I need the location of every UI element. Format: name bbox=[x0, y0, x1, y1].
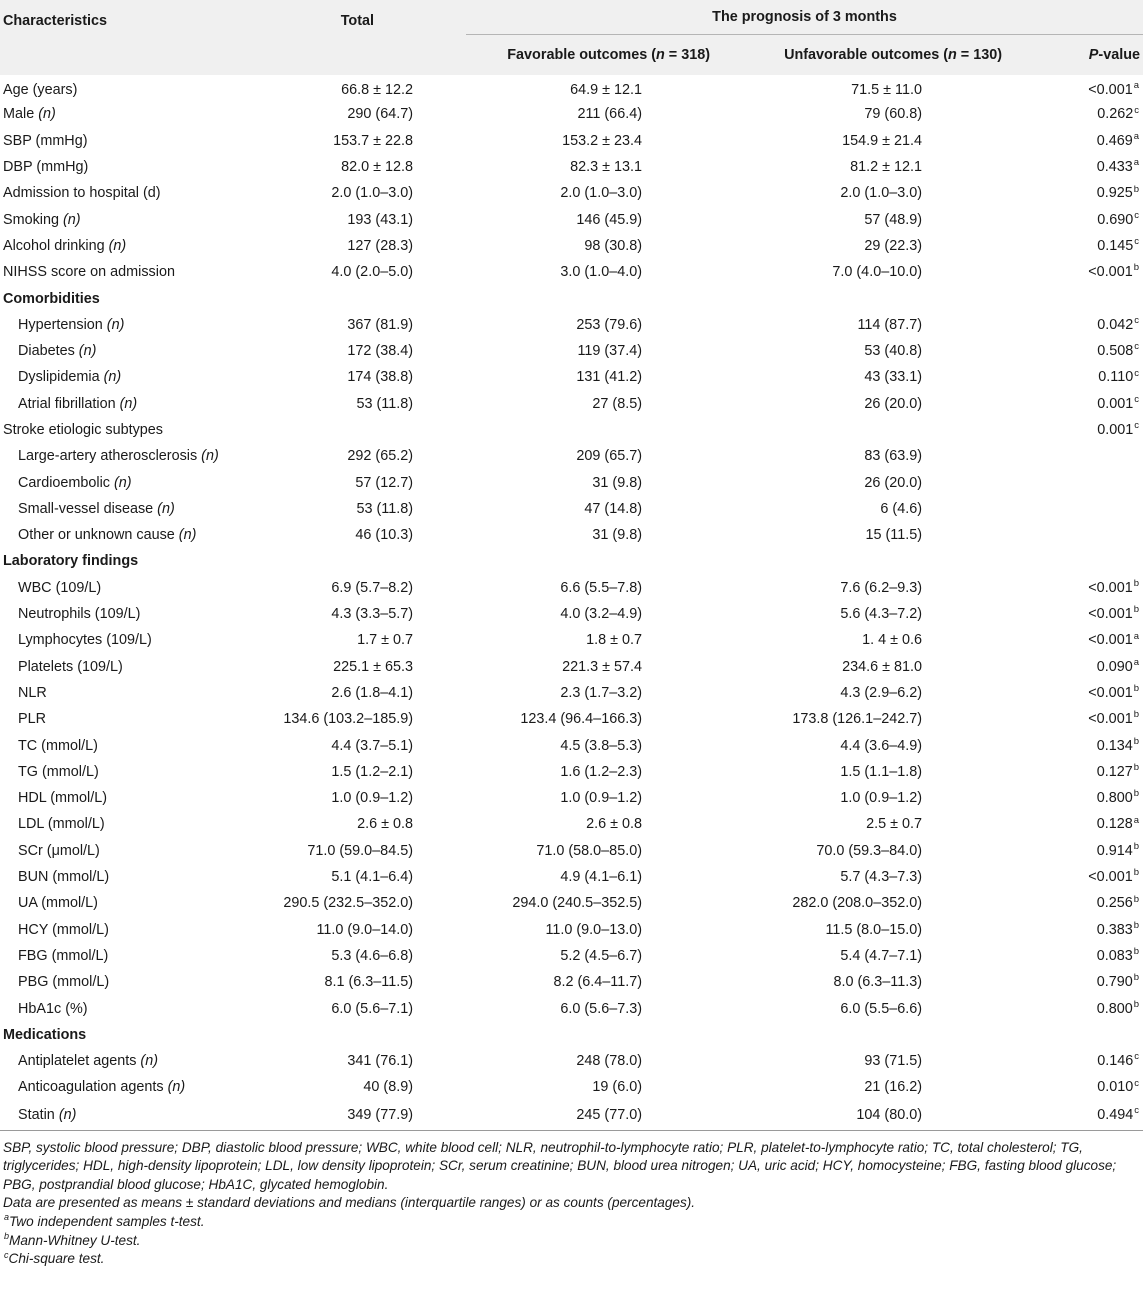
p-value-footnote-mark: b bbox=[1133, 709, 1139, 721]
cell-total: 4.0 (2.0–5.0) bbox=[331, 264, 413, 281]
row-label: UA (mmol/L) bbox=[18, 895, 98, 912]
cell-p-value bbox=[1022, 522, 1143, 548]
cell-p-value: 0.256$^b$ bbox=[1096, 893, 1139, 912]
footnote-c: $^c$Chi-square test. bbox=[4, 1249, 105, 1267]
cell-p-value: 0.914$^b$ bbox=[1096, 840, 1139, 859]
cell-favorable: 123.4 (96.4–166.3) bbox=[520, 711, 642, 728]
row-unit: (n) bbox=[103, 369, 122, 386]
cell-unfavorable: 57 (48.9) bbox=[864, 211, 922, 228]
cell-favorable: 2.6 ± 0.8 bbox=[586, 816, 642, 833]
row-label: HDL (mmol/L) bbox=[18, 790, 108, 807]
row-unit: (n) bbox=[167, 1079, 186, 1096]
section-heading: Medications bbox=[3, 1026, 87, 1043]
table-row bbox=[0, 469, 1143, 495]
cell-unfavorable: 1.5 (1.1–1.8) bbox=[840, 763, 922, 780]
cell-total: 53 (11.8) bbox=[356, 395, 413, 412]
row-label: Hypertension (n) bbox=[18, 316, 125, 333]
table-row bbox=[0, 601, 1143, 627]
cell-unfavorable: 4.3 (2.9–6.2) bbox=[840, 684, 922, 701]
cell-total: 82.0 ± 12.8 bbox=[341, 159, 413, 176]
row-unit: (n) bbox=[108, 237, 127, 254]
cell-p-value: 0.790$^b$ bbox=[1096, 972, 1139, 991]
table-row bbox=[0, 917, 1143, 943]
table-row bbox=[0, 759, 1143, 785]
cell-favorable: 82.3 ± 13.1 bbox=[570, 159, 642, 176]
p-value-footnote-mark: c bbox=[1134, 315, 1139, 327]
cell-total: 2.6 ± 0.8 bbox=[357, 816, 413, 833]
cell-total: 174 (38.8) bbox=[347, 369, 413, 386]
cell-total: 57 (12.7) bbox=[355, 474, 413, 491]
cell-unfavorable: 26 (20.0) bbox=[864, 474, 922, 491]
cell-p-value: 0.433$^a$ bbox=[1096, 157, 1139, 176]
table-row bbox=[0, 706, 1143, 732]
cell-unfavorable: 234.6 ± 81.0 bbox=[842, 658, 922, 675]
p-value-footnote-mark: c bbox=[1134, 420, 1139, 432]
footnote-abbreviations: SBP, systolic blood pressure; DBP, diastolic blood pressure; WBC, white blood cell; NLR, neutrophil-to-lymphocyte ratio; PLR, platelet-to-lymphocyte ratio; TC, total cholesterol; TG, triglycerides; HDL, high-density lipoprotein; LDL, low density lipoprotein; SCr, serum creatinine; BUN, blood urea nitrogen; UA, uric acid; HCY, homocysteine; FBG, fasting blood glucose; PBG, postprandial blood glucose; HbA1C, glycated hemoglobin. bbox=[3, 1139, 1117, 1192]
table-row bbox=[0, 811, 1143, 837]
cell-p-value: <0.001$^b$ bbox=[1088, 577, 1139, 596]
cell-total: 11.0 (9.0–14.0) bbox=[316, 921, 413, 938]
row-unit: (n) bbox=[113, 474, 132, 491]
cell-total: 40 (8.9) bbox=[363, 1079, 413, 1096]
p-value-footnote-mark: b bbox=[1133, 998, 1139, 1010]
cell-unfavorable: 83 (63.9) bbox=[864, 448, 922, 465]
section-heading: Laboratory findings bbox=[3, 553, 139, 570]
table-row bbox=[0, 312, 1143, 338]
cell-favorable: 3.0 (1.0–4.0) bbox=[560, 264, 642, 281]
header-unfavorable: Unfavorable outcomes (n = 130) bbox=[712, 35, 1022, 76]
row-label: Statin (n) bbox=[0, 1101, 250, 1131]
row-label: Cardioembolic (n) bbox=[18, 474, 132, 491]
cell-total: 46 (10.3) bbox=[355, 527, 413, 544]
table-row bbox=[0, 391, 1143, 417]
p-value-footnote-mark: a bbox=[1133, 130, 1139, 142]
header-favorable: Favorable outcomes (n = 318) bbox=[466, 35, 712, 76]
cell-total: 292 (65.2) bbox=[347, 448, 413, 465]
cell-unfavorable: 6.0 (5.5–6.6) bbox=[840, 1000, 922, 1017]
cell-unfavorable: 29 (22.3) bbox=[864, 237, 922, 254]
cell-total: 172 (38.4) bbox=[347, 343, 413, 360]
cell-p-value: 0.127$^b$ bbox=[1096, 762, 1139, 780]
row-unit: (n) bbox=[63, 211, 81, 228]
row-unit: (n) bbox=[178, 527, 197, 544]
table-row bbox=[0, 1101, 1143, 1131]
p-value-footnote-mark: c bbox=[1134, 367, 1139, 379]
cell-favorable: 31 (9.8) bbox=[592, 527, 642, 544]
cell-unfavorable: 26 (20.0) bbox=[864, 395, 922, 412]
cell-p-value: 0.134$^b$ bbox=[1096, 735, 1139, 754]
cell-favorable: 6.6 (5.5–7.8) bbox=[560, 579, 642, 596]
p-value-footnote-mark: a bbox=[1133, 814, 1139, 826]
table-body bbox=[0, 75, 1143, 1130]
row-label: Platelets (109/L) bbox=[18, 658, 123, 675]
row-label: Admission to hospital (d) bbox=[3, 185, 161, 202]
table-row bbox=[0, 838, 1143, 864]
cell-p-value: 0.128$^a$ bbox=[1096, 814, 1139, 833]
cell-unfavorable: 6 (4.6) bbox=[880, 500, 922, 517]
row-label: Neutrophils (109/L) bbox=[18, 606, 141, 623]
cell-p-value: 0.145$^c$ bbox=[1097, 236, 1139, 254]
cell-unfavorable: 7.6 (6.2–9.3) bbox=[840, 579, 922, 596]
section-row bbox=[0, 548, 1143, 574]
table-row bbox=[0, 1048, 1143, 1074]
cell-favorable bbox=[466, 417, 712, 443]
cell-p-value: <0.001$^a$ bbox=[1088, 630, 1139, 649]
row-label: Small-vessel disease (n) bbox=[18, 500, 175, 517]
cell-p-value: 0.494$^c$ bbox=[1022, 1101, 1143, 1131]
row-label: Diabetes (n) bbox=[18, 343, 97, 360]
cell-favorable: 98 (30.8) bbox=[584, 237, 642, 254]
p-value-footnote-mark: c bbox=[1134, 393, 1139, 405]
table-row bbox=[0, 627, 1143, 653]
row-label: TG (mmol/L) bbox=[18, 763, 99, 780]
cell-unfavorable: 1.0 (0.9–1.2) bbox=[840, 790, 922, 807]
cell-unfavorable: 11.5 (8.0–15.0) bbox=[825, 921, 922, 938]
row-label: FBG (mmol/L) bbox=[18, 947, 109, 964]
cell-favorable: 31 (9.8) bbox=[592, 474, 642, 491]
cell-total: 349 (77.9) bbox=[250, 1101, 466, 1131]
cell-total: 341 (76.1) bbox=[347, 1053, 413, 1070]
cell-total: 6.0 (5.6–7.1) bbox=[331, 1000, 413, 1017]
cell-p-value: 0.383$^b$ bbox=[1096, 919, 1139, 938]
cell-total: 4.3 (3.3–5.7) bbox=[331, 606, 413, 623]
cell-favorable: 209 (65.7) bbox=[576, 448, 642, 465]
table-row bbox=[0, 364, 1143, 390]
table-row bbox=[0, 522, 1143, 548]
cell-p-value: <0.001$^b$ bbox=[1088, 709, 1139, 728]
section-row bbox=[0, 285, 1143, 311]
table-row bbox=[0, 75, 1143, 101]
p-value-footnote-mark: c bbox=[1134, 1051, 1139, 1063]
cell-unfavorable: 79 (60.8) bbox=[864, 106, 922, 123]
cell-unfavorable: 5.4 (4.7–7.1) bbox=[840, 947, 922, 964]
p-value-footnote-mark: b bbox=[1133, 840, 1139, 852]
row-label: HCY (mmol/L) bbox=[18, 921, 109, 938]
row-label: Male (n) bbox=[3, 106, 56, 123]
cell-unfavorable: 15 (11.5) bbox=[865, 527, 922, 544]
header-row-1 bbox=[0, 0, 1143, 35]
p-value-footnote-mark: b bbox=[1133, 577, 1139, 589]
table-row bbox=[0, 443, 1143, 469]
cell-p-value: <0.001$^b$ bbox=[1088, 262, 1139, 281]
p-value-footnote-mark: c bbox=[1134, 341, 1139, 353]
cell-p-value: 0.042$^c$ bbox=[1097, 315, 1139, 333]
cell-total: 8.1 (6.3–11.5) bbox=[324, 974, 413, 991]
cell-favorable: 245 (77.0) bbox=[466, 1101, 712, 1131]
table-row bbox=[0, 338, 1143, 364]
cell-favorable: 253 (79.6) bbox=[576, 316, 642, 333]
cell-favorable: 131 (41.2) bbox=[576, 369, 642, 386]
cell-total: 2.6 (1.8–4.1) bbox=[331, 684, 413, 701]
cell-unfavorable: 8.0 (6.3–11.3) bbox=[833, 974, 922, 991]
cell-favorable: 71.0 (58.0–85.0) bbox=[536, 842, 642, 859]
row-label: HbA1c (%) bbox=[18, 1000, 88, 1017]
row-label: PBG (mmol/L) bbox=[18, 974, 110, 991]
header-prognosis-group: The prognosis of 3 months bbox=[466, 0, 1143, 35]
cell-p-value: 0.010$^c$ bbox=[1097, 1077, 1139, 1096]
table-row bbox=[0, 180, 1143, 206]
cell-favorable: 2.0 (1.0–3.0) bbox=[560, 185, 642, 202]
row-label: Alcohol drinking (n) bbox=[3, 237, 127, 254]
cell-unfavorable: 71.5 ± 11.0 bbox=[851, 82, 922, 99]
p-value-footnote-mark: b bbox=[1133, 762, 1139, 774]
row-unit: (n) bbox=[106, 316, 125, 333]
cell-total: 1.7 ± 0.7 bbox=[357, 632, 413, 649]
header-total: Total bbox=[250, 0, 466, 75]
table-row bbox=[0, 259, 1143, 285]
cell-favorable: 119 (37.4) bbox=[577, 343, 642, 360]
cell-p-value: 0.800$^b$ bbox=[1096, 788, 1139, 807]
cell-total: 225.1 ± 65.3 bbox=[333, 658, 413, 675]
p-value-footnote-mark: b bbox=[1133, 893, 1139, 905]
cell-p-value: 0.110$^c$ bbox=[1098, 367, 1139, 386]
table-row bbox=[0, 680, 1143, 706]
row-label: Anticoagulation agents (n) bbox=[18, 1079, 186, 1096]
p-value-footnote-mark: c bbox=[1134, 209, 1139, 221]
cell-favorable: 294.0 (240.5–352.5) bbox=[512, 895, 642, 912]
cell-total: 290 (64.7) bbox=[347, 106, 413, 123]
p-value-footnote-mark: b bbox=[1133, 735, 1139, 747]
cell-unfavorable: 5.6 (4.3–7.2) bbox=[840, 606, 922, 623]
cell-total: 5.3 (4.6–6.8) bbox=[331, 947, 413, 964]
p-value-footnote-mark: b bbox=[1133, 262, 1139, 274]
cell-favorable: 146 (45.9) bbox=[576, 211, 642, 228]
cell-unfavorable: 93 (71.5) bbox=[864, 1053, 922, 1070]
cell-favorable: 1.8 ± 0.7 bbox=[586, 632, 642, 649]
table-row bbox=[0, 206, 1143, 232]
cell-unfavorable: 173.8 (126.1–242.7) bbox=[792, 711, 922, 728]
cell-unfavorable: 5.7 (4.3–7.3) bbox=[840, 869, 922, 886]
row-unit: (n) bbox=[78, 343, 97, 360]
table-row bbox=[0, 575, 1143, 601]
table-row bbox=[0, 864, 1143, 890]
cell-p-value: 0.083$^b$ bbox=[1096, 946, 1139, 964]
cell-favorable: 1.6 (1.2–2.3) bbox=[560, 763, 642, 780]
cell-total: 1.5 (1.2–2.1) bbox=[331, 763, 413, 780]
p-value-footnote-mark: c bbox=[1134, 236, 1139, 248]
table-row bbox=[0, 890, 1143, 916]
row-label: Dyslipidemia (n) bbox=[18, 369, 122, 386]
cell-total: 6.9 (5.7–8.2) bbox=[331, 579, 413, 596]
p-value-footnote-mark: a bbox=[1133, 80, 1139, 92]
row-label: TC (mmol/L) bbox=[18, 737, 98, 754]
p-value-footnote-mark: b bbox=[1133, 788, 1139, 800]
cell-favorable: 6.0 (5.6–7.3) bbox=[560, 1000, 642, 1017]
p-value-footnote-mark: c bbox=[1134, 1077, 1139, 1089]
cell-p-value: 0.001$^c$ bbox=[1097, 420, 1139, 438]
table-row bbox=[0, 732, 1143, 758]
cell-total: 53 (11.8) bbox=[356, 500, 413, 517]
table-row bbox=[0, 995, 1143, 1021]
table-footnotes bbox=[0, 1131, 1143, 1269]
cell-unfavorable: 43 (33.1) bbox=[864, 369, 922, 386]
footnote-b: $^b$Mann-Whitney U-test. bbox=[4, 1231, 141, 1248]
cell-unfavorable: 282.0 (208.0–352.0) bbox=[792, 895, 922, 912]
table-row bbox=[0, 128, 1143, 154]
row-label: SBP (mmHg) bbox=[3, 132, 88, 149]
cell-p-value bbox=[1022, 443, 1143, 469]
p-value-footnote-mark: b bbox=[1133, 604, 1139, 616]
header-characteristics: Characteristics bbox=[0, 0, 250, 75]
cell-p-value: 0.262$^c$ bbox=[1097, 104, 1139, 123]
cell-total: 5.1 (4.1–6.4) bbox=[331, 869, 413, 886]
cell-unfavorable: 104 (80.0) bbox=[712, 1101, 1022, 1131]
footnote-a: $^a$Two independent samples t-test. bbox=[4, 1212, 205, 1229]
cell-total: 367 (81.9) bbox=[347, 316, 413, 333]
cell-unfavorable bbox=[712, 417, 1022, 443]
p-value-footnote-mark: b bbox=[1133, 972, 1139, 984]
cell-total: 1.0 (0.9–1.2) bbox=[331, 790, 413, 807]
cell-unfavorable: 70.0 (59.3–84.0) bbox=[816, 842, 922, 859]
cell-unfavorable: 114 (87.7) bbox=[857, 316, 922, 333]
p-value-footnote-mark: a bbox=[1133, 656, 1139, 668]
table-row bbox=[0, 154, 1143, 180]
p-value-footnote-mark: b bbox=[1133, 946, 1139, 958]
cell-unfavorable: 4.4 (3.6–4.9) bbox=[840, 737, 922, 754]
table-row bbox=[0, 417, 1143, 443]
row-label: WBC (109/L) bbox=[18, 579, 102, 596]
cell-favorable: 4.9 (4.1–6.1) bbox=[560, 869, 642, 886]
p-value-footnote-mark: c bbox=[1134, 104, 1139, 116]
row-unit: (n) bbox=[38, 106, 56, 123]
cell-unfavorable: 21 (16.2) bbox=[864, 1079, 922, 1096]
row-label: SCr (μmol/L) bbox=[18, 842, 100, 859]
cell-favorable: 211 (66.4) bbox=[577, 106, 642, 123]
row-label: Smoking (n) bbox=[3, 211, 81, 228]
cell-favorable: 2.3 (1.7–3.2) bbox=[560, 684, 642, 701]
cell-favorable: 64.9 ± 12.1 bbox=[570, 82, 642, 99]
cell-favorable: 11.0 (9.0–13.0) bbox=[545, 921, 642, 938]
cell-p-value: <0.001$^b$ bbox=[1088, 604, 1139, 623]
p-value-footnote-mark: a bbox=[1133, 157, 1139, 169]
cell-p-value bbox=[1022, 469, 1143, 495]
row-label: DBP (mmHg) bbox=[3, 159, 89, 176]
footnote-data-note: Data are presented as means ± standard deviations and medians (interquartile ranges) or as counts (percentages). bbox=[3, 1195, 696, 1211]
cell-favorable: 153.2 ± 23.4 bbox=[562, 132, 642, 149]
cell-favorable: 27 (8.5) bbox=[592, 395, 642, 412]
cell-unfavorable: 81.2 ± 12.1 bbox=[850, 159, 922, 176]
p-value-footnote-mark: b bbox=[1133, 683, 1139, 695]
cell-unfavorable: 154.9 ± 21.4 bbox=[842, 132, 922, 149]
header-p-value: P-value bbox=[1022, 35, 1143, 76]
cell-total: 4.4 (3.7–5.1) bbox=[331, 737, 413, 754]
cell-total: 290.5 (232.5–352.0) bbox=[283, 895, 413, 912]
cell-total: 134.6 (103.2–185.9) bbox=[283, 711, 413, 728]
cell-p-value: 0.925$^b$ bbox=[1096, 183, 1139, 202]
table-row bbox=[0, 233, 1143, 259]
cell-unfavorable: 2.5 ± 0.7 bbox=[866, 816, 922, 833]
cell-p-value: 0.508$^c$ bbox=[1097, 341, 1139, 360]
cell-p-value bbox=[1022, 496, 1143, 522]
cell-favorable: 248 (78.0) bbox=[576, 1053, 642, 1070]
cell-total: 153.7 ± 22.8 bbox=[333, 132, 413, 149]
row-label: LDL (mmol/L) bbox=[18, 816, 105, 833]
row-unit: (n) bbox=[119, 395, 138, 412]
row-label: NLR bbox=[18, 684, 47, 701]
row-unit: (n) bbox=[58, 1107, 77, 1124]
cell-favorable: 221.3 ± 57.4 bbox=[562, 658, 642, 675]
cell-total bbox=[250, 417, 466, 443]
cell-p-value: 0.146$^c$ bbox=[1097, 1051, 1139, 1070]
cell-p-value: <0.001$^b$ bbox=[1088, 867, 1139, 886]
cell-favorable: 4.5 (3.8–5.3) bbox=[560, 737, 642, 754]
row-unit: (n) bbox=[157, 500, 175, 517]
cell-unfavorable: 7.0 (4.0–10.0) bbox=[832, 264, 922, 281]
cell-favorable: 5.2 (4.5–6.7) bbox=[560, 947, 642, 964]
cell-favorable: 19 (6.0) bbox=[592, 1079, 642, 1096]
cell-p-value: <0.001$^a$ bbox=[1088, 80, 1139, 99]
cell-p-value: 0.090$^a$ bbox=[1096, 656, 1139, 675]
section-heading: Comorbidities bbox=[3, 290, 100, 307]
cell-favorable: 1.0 (0.9–1.2) bbox=[560, 790, 642, 807]
cell-favorable: 47 (14.8) bbox=[584, 500, 642, 517]
row-unit: (n) bbox=[140, 1053, 158, 1070]
row-label: Stroke etiologic subtypes bbox=[3, 422, 163, 438]
row-label: Age (years) bbox=[3, 82, 78, 99]
cell-favorable: 8.2 (6.4–11.7) bbox=[553, 974, 642, 991]
row-label: Atrial fibrillation (n) bbox=[18, 395, 138, 412]
table-row bbox=[0, 654, 1143, 680]
cell-p-value: <0.001$^b$ bbox=[1088, 683, 1139, 701]
table-row bbox=[0, 785, 1143, 811]
cell-favorable: 4.0 (3.2–4.9) bbox=[560, 606, 642, 623]
p-value-footnote-mark: c bbox=[1134, 1105, 1139, 1117]
row-label: Antiplatelet agents (n) bbox=[18, 1053, 158, 1070]
row-label: PLR bbox=[18, 711, 46, 728]
cell-total: 127 (28.3) bbox=[347, 237, 413, 254]
cell-unfavorable: 1. 4 ± 0.6 bbox=[862, 632, 922, 649]
cell-unfavorable: 2.0 (1.0–3.0) bbox=[840, 185, 922, 202]
cell-total: 193 (43.1) bbox=[347, 211, 413, 228]
cell-p-value: 0.001$^c$ bbox=[1097, 393, 1139, 412]
cell-p-value: 0.690$^c$ bbox=[1097, 209, 1139, 228]
row-label: Other or unknown cause (n) bbox=[18, 527, 197, 544]
p-value-footnote-mark: b bbox=[1133, 183, 1139, 195]
cell-total: 2.0 (1.0–3.0) bbox=[331, 185, 413, 202]
table-row bbox=[0, 969, 1143, 995]
row-label: Lymphocytes (109/L) bbox=[18, 632, 152, 649]
row-label: NIHSS score on admission bbox=[3, 264, 175, 281]
p-value-footnote-mark: a bbox=[1133, 630, 1139, 642]
table-row bbox=[0, 943, 1143, 969]
table-row bbox=[0, 496, 1143, 522]
section-row bbox=[0, 1022, 1143, 1048]
cell-p-value: 0.800$^b$ bbox=[1096, 998, 1139, 1017]
p-value-footnote-mark: b bbox=[1133, 919, 1139, 931]
table-row bbox=[0, 101, 1143, 127]
cell-total: 66.8 ± 12.2 bbox=[341, 82, 413, 99]
row-unit: (n) bbox=[201, 448, 219, 465]
cell-p-value: 0.469$^a$ bbox=[1096, 130, 1139, 149]
p-value-footnote-mark: b bbox=[1133, 867, 1139, 879]
table-row bbox=[0, 1074, 1143, 1100]
row-label: Large-artery atherosclerosis (n) bbox=[18, 448, 219, 465]
cell-total: 71.0 (59.0–84.5) bbox=[307, 842, 413, 859]
row-label: BUN (mmol/L) bbox=[18, 869, 110, 886]
cell-unfavorable: 53 (40.8) bbox=[864, 343, 922, 360]
